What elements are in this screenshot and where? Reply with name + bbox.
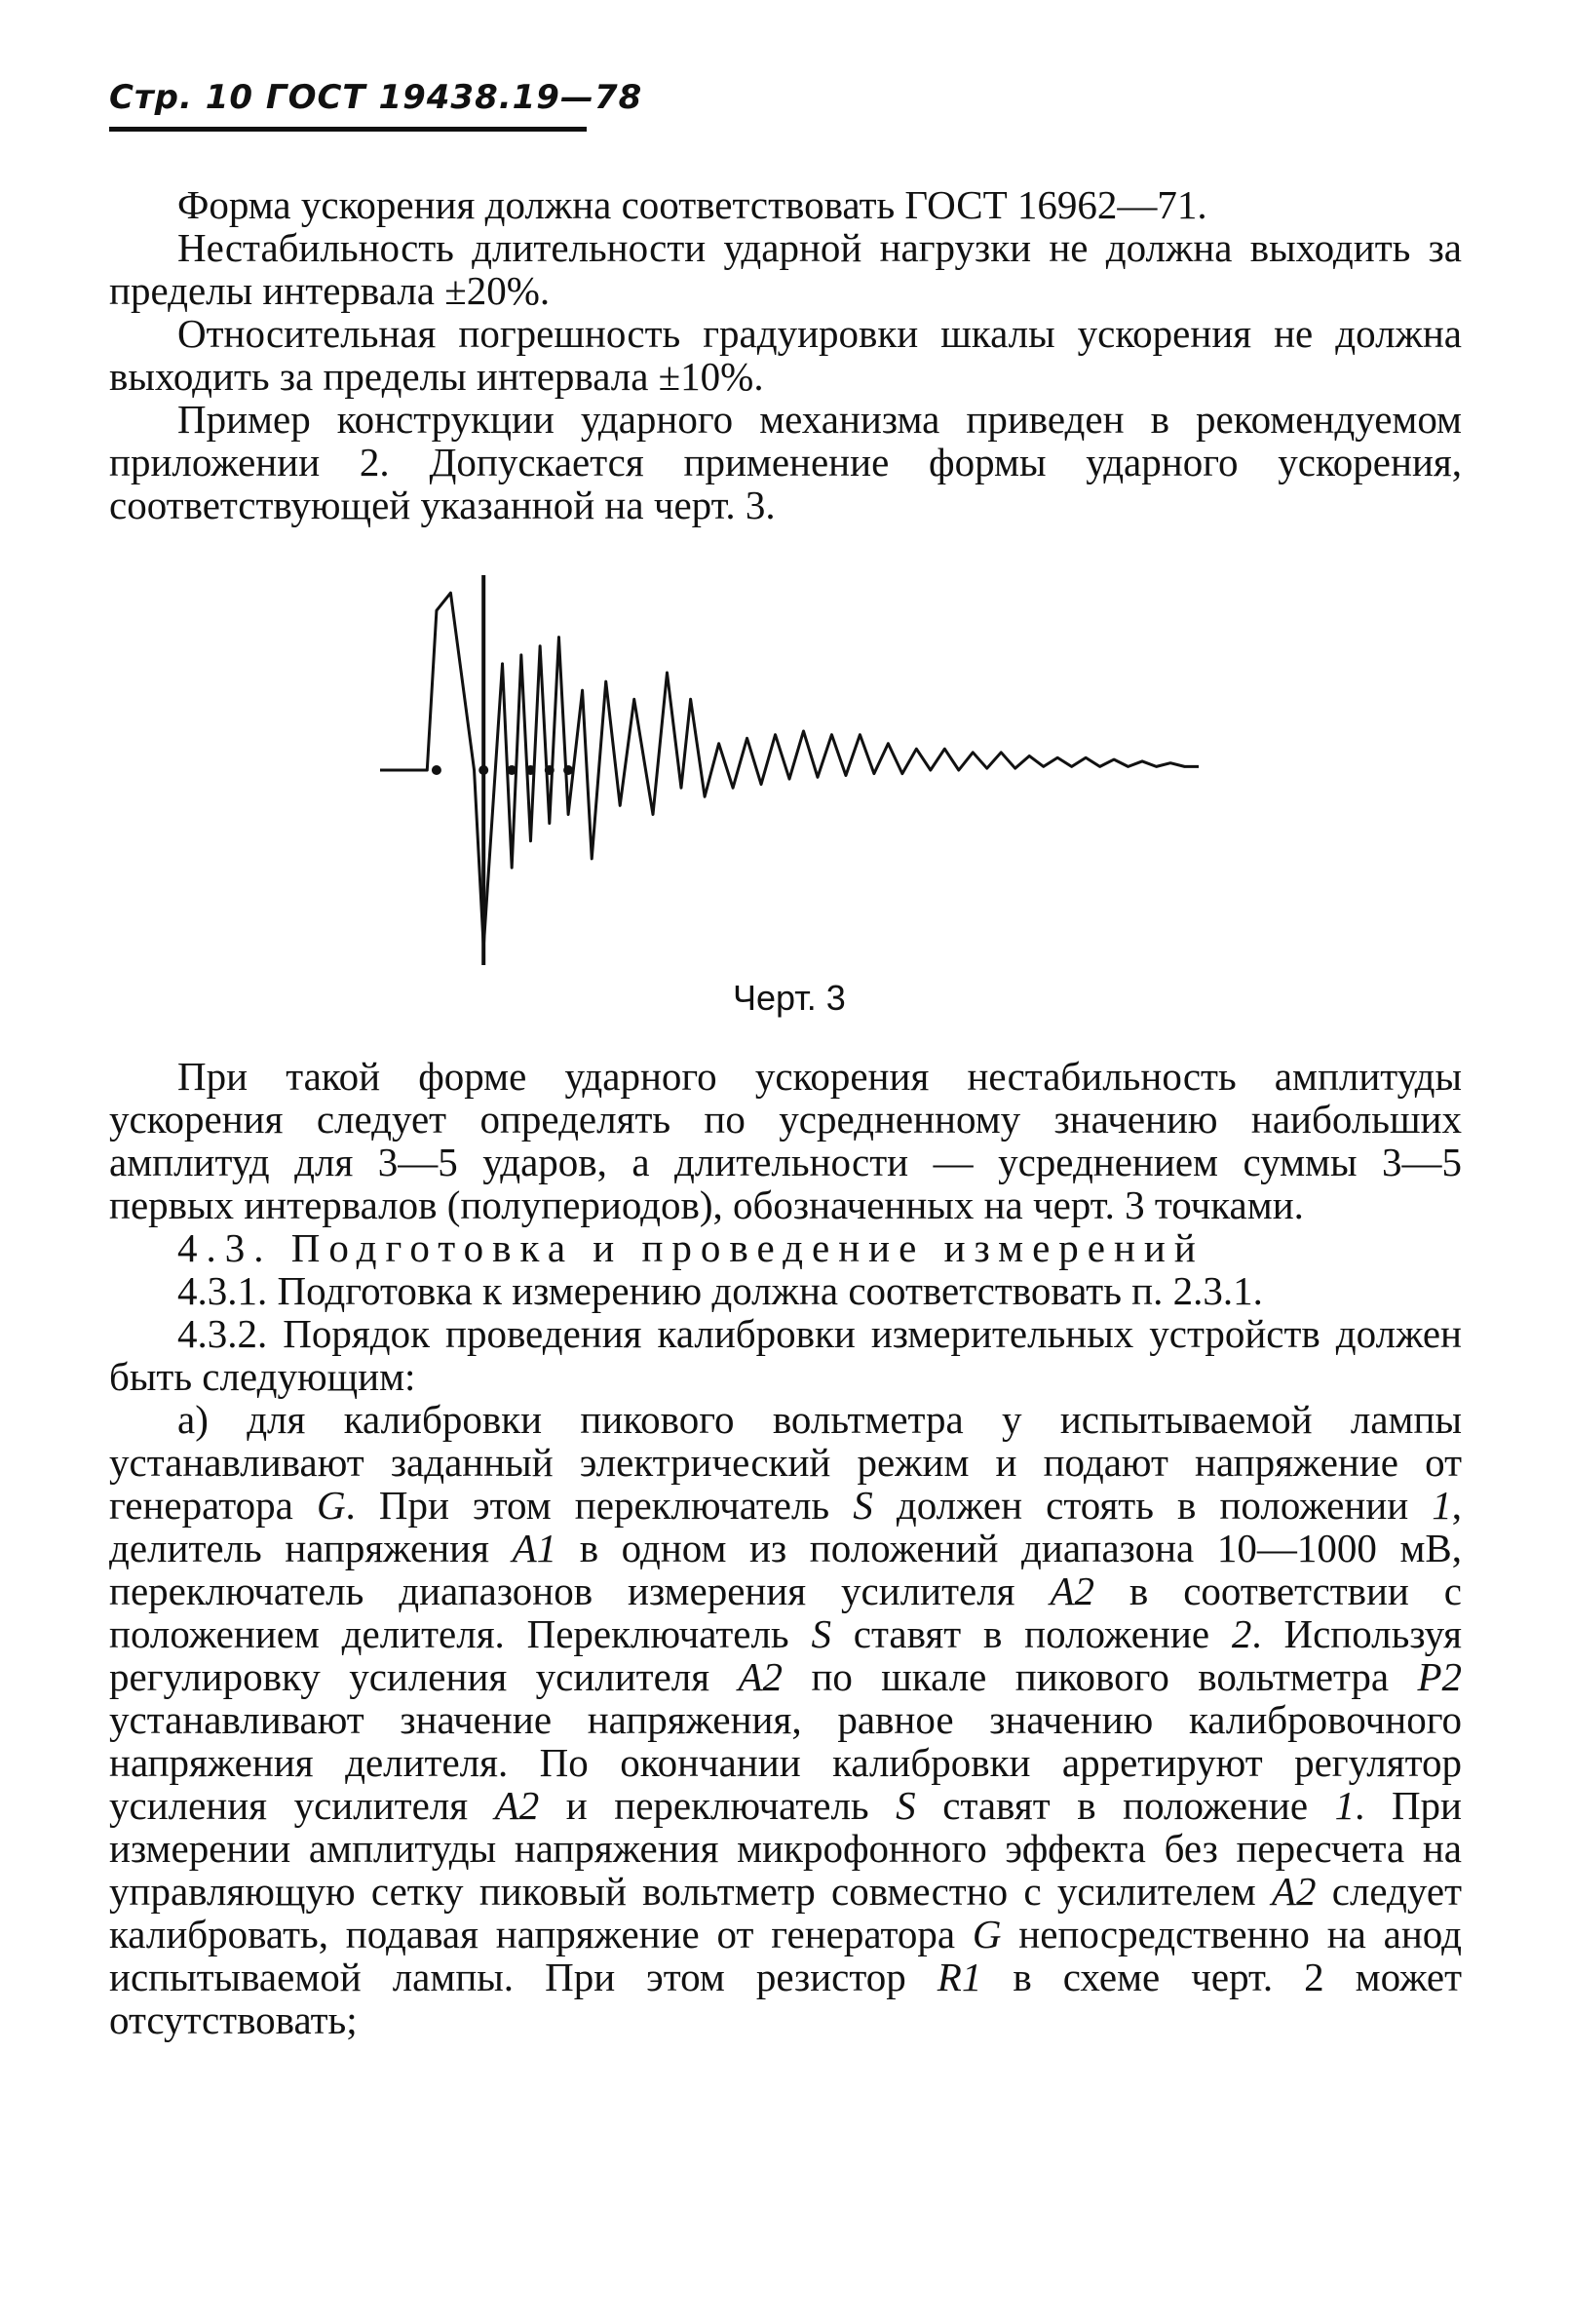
interval-marker-point [478,765,488,775]
shock-waveform-figure [370,565,1208,975]
interval-marker-point [432,765,441,775]
interval-marker-point [525,765,535,775]
item-a-paragraph: а) для калибровки пикового вольтметра у испытываемой лампы устанавливают заданный электрический режим и подают напряжение от генератора G. При этом переключатель S должен стоять в положении 1, делитель напряжения A1 в одном из положений диапазона 10—1000 мВ, переключатель диапазонов измерения усилителя A2 в соответствии с положением делителя. Переключатель S ставят в положение 2. Используя регулировку усиления усилителя A2 по шкале пикового вольтметра P2 устанавливают значение напряжения, равное значению калибровочного напряжения делителя. По окончании калибровки арретируют регулятор усиления усилителя A2 и переключатель S ставят в положение 1. При измерении амплитуды напряжения микрофонного эффекта без пересчета на управляющую сетку пиковый вольтметр совместно с усилителем A2 следует калибровать, подавая напряжение от генератора G непосредственно на анод испытываемой лампы. При этом резистор R1 в схеме черт. 2 может отсутствовать; [109,1397,1463,2042]
figure-caption: Черт. 3 [733,978,846,1018]
main-text-block [109,1055,1462,2041]
section-heading: 4.3. Подготовка и проведение измерений [177,1225,1205,1270]
paragraph: 4.3.1. Подготовка к измерению должна соответствовать п. 2.3.1. [177,1268,1263,1313]
interval-marker-point [545,765,555,775]
page-header-label: Стр. 10 ГОСТ 19438.19—78 [109,78,643,117]
paragraph: Нестабильность длительности ударной нагрузки не должна выходить за пределы интервала ±20%. [109,225,1462,313]
page-header [109,78,643,132]
paragraph: При такой форме ударного ускорения нестабильность амплитуды ускорения следует определять по усредненному значению наибольших амплитуд для 3—5 ударов, а длительности — усреднением суммы 3—5 первых интервалов (полупериодов), обозначенных на черт. 3 точками. [109,1054,1462,1227]
paragraph: 4.3.2. Порядок проведения калибровки измерительных устройств должен быть следующим: [109,1311,1462,1399]
top-text-block [109,183,1462,526]
series-line [380,593,1199,948]
interval-marker-point [563,765,573,775]
paragraph: Форма ускорения должна соответствовать ГОСТ 16962—71. [177,182,1207,227]
paragraph: Относительная погрешность градуировки шкалы ускорения не должна выходить за пределы интервала ±10%. [109,311,1462,399]
header-rule [109,127,587,132]
paragraph: Пример конструкции ударного механизма приведен в рекомендуемом приложении 2. Допускается применение формы ударного ускорения, соответствующей указанной на черт. 3. [109,397,1462,527]
interval-marker-point [507,765,517,775]
